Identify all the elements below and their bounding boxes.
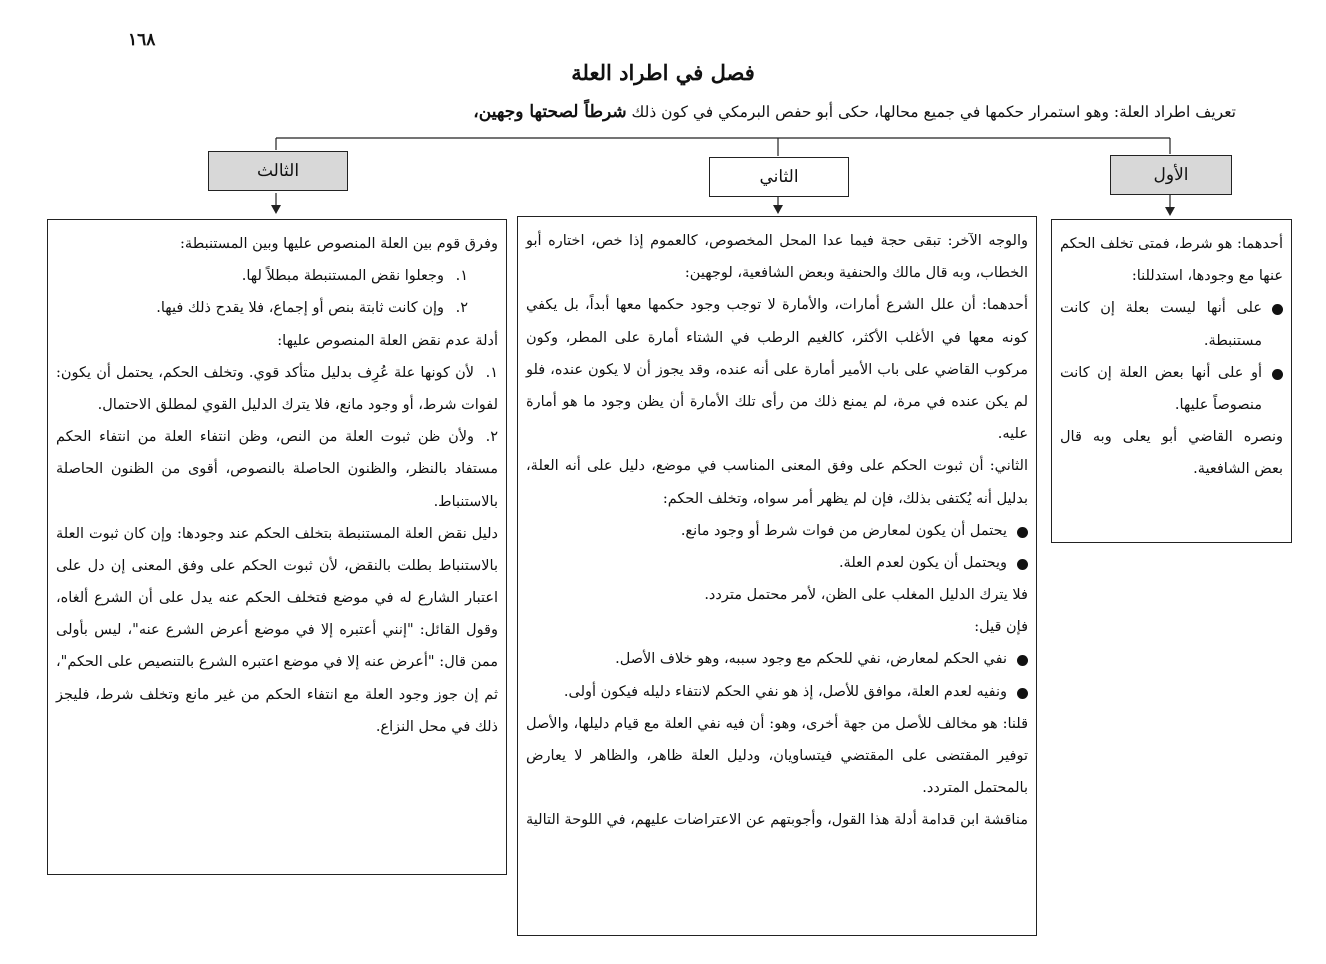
header-third: الثالث	[208, 151, 348, 191]
bullet-icon	[1017, 655, 1028, 666]
item-text: ولأن ظن ثبوت العلة من النص، وظن انتفاء العلة من انتفاء الحكم مستفاد بالنظر، والظنون الحاصلة بالنصوص، أقوى من الظنون الحاصلة بالاستنباط.	[56, 429, 498, 510]
col3-numbered-item	[56, 260, 498, 292]
col2-bullet	[526, 676, 1028, 708]
arrow-second	[773, 205, 783, 214]
header-second: الثاني	[709, 157, 849, 197]
col1-bullet	[1060, 357, 1283, 421]
arrow-third	[271, 205, 281, 214]
col2-paragraph: فإن قيل:	[974, 619, 1028, 636]
col3-paragraph: وفرق قوم بين العلة المنصوص عليها وبين المستنبطة:	[180, 236, 498, 252]
bullet-icon	[1017, 688, 1028, 699]
col2-bullet-text: نفي الحكم لمعارض، نفي للحكم مع وجود سببه، وهو خلاف الأصل.	[615, 651, 1007, 668]
col2-bullet-text: ونفيه لعدم العلة، موافق للأصل، إذ هو نفي الحكم لانتفاء دليله فيكون أولى.	[563, 683, 1007, 700]
col2-paragraph: فلا يترك الدليل المغلب على الظن، لأمر محتمل متردد.	[704, 587, 1028, 604]
col1-paragraph: أحدهما: هو شرط، فمتى تخلف الحكم عنها مع وجودها، استدللنا:	[1060, 236, 1283, 285]
col2-bullet	[526, 643, 1028, 675]
item-text: وإن كانت ثابتة بنص أو إجماع، فلا يقدح ذلك فيها.	[156, 300, 444, 317]
col2-bullet-text: ويحتمل أن يكون لعدم العلة.	[838, 554, 1007, 571]
arrow-first	[1165, 207, 1175, 216]
col1-bullet-text: على أنها ليست بعلة إن كانت مستنبطة.	[1060, 300, 1262, 349]
col2-paragraph: قلنا: هو مخالف للأصل من جهة أخرى، وهو: أن فيه نفي العلة مع قيام دليلها، والأصل توفير المقتضى على المقتضي فيتساويان، ودليل العلة ظاهر، والظاهر لا يعارض بالمحتمل المتردد.	[526, 715, 1028, 797]
col2-paragraph: أحدهما: أن علل الشرع أمارات، والأمارة لا توجب وجود حكمها معها أبداً، بل يكفي كونه معها في الأغلب الأكثر، كالغيم الرطب في الشتاء أمارة على المطر، وكون مركوب القاضي على باب الأمير أمارة على أنه عنده، وقد يجوز أن لا يكون عنده، فلو لم يكن عنده في مرة، لم يمنع ذلك من رأى تلك الأمارة أن يظن وجود ما هو أمارة عليه.	[526, 297, 1028, 443]
intro-text: تعريف اطراد العلة: وهو استمرار حكمها في جميع محالها، حكى أبو حفص البرمكي في كون ذلك	[626, 103, 1236, 121]
col2-paragraph: والوجه الآخر: تبقى حجة فيما عدا المحل المخصوص، كالعموم إذا خص، اختاره أبو الخطاب، وبه قال مالك والحنفية وبعض الشافعية، لوجهين:	[526, 233, 1028, 282]
column-second	[517, 216, 1037, 936]
column-third	[47, 219, 507, 875]
col2-paragraph: الثاني: أن ثبوت الحكم على وفق المعنى المناسب في موضع، دليل على أنه العلة، بدليل أنه يُكتفى بذلك، فإن لم يظهر أمر سواه، وتخلف الحكم:	[526, 458, 1028, 507]
intro-emphasis: شرطاً لصحتها وجهين،	[473, 102, 627, 122]
col2-bullet-text: يحتمل أن يكون لمعارض من فوات شرط أو وجود مانع.	[680, 522, 1007, 539]
item-text: لأن كونها علة عُرِف بدليل متأكد قوي. وتخلف الحكم، يحتمل أن يكون: لفوات شرط، أو وجود مانع، فلا يترك الدليل القوي لمطلق الاحتمال.	[56, 364, 498, 413]
page-title: فصل في اطراد العلة	[571, 60, 755, 85]
col2-paragraph: مناقشة ابن قدامة أدلة هذا القول، وأجوبتهم عن الاعتراضات عليهم، في اللوحة التالية	[526, 812, 1028, 829]
page-number: ١٦٨	[128, 30, 156, 50]
col1-paragraph: ونصره القاضي أبو يعلى وبه قال بعض الشافعية.	[1060, 429, 1283, 478]
col2-bullet	[526, 547, 1028, 579]
item-number: ١.	[485, 364, 498, 381]
col3-numbered-item	[56, 421, 498, 518]
column-first	[1051, 219, 1292, 543]
item-number: ٢.	[485, 429, 498, 446]
bullet-icon	[1272, 369, 1283, 380]
item-number: ١.	[455, 268, 468, 285]
col2-bullet	[526, 515, 1028, 547]
col1-bullet	[1060, 292, 1283, 356]
col3-paragraph: أدلة عدم نقض العلة المنصوص عليها:	[277, 332, 498, 349]
bullet-icon	[1272, 304, 1283, 315]
item-text: وجعلوا نقض المستنبطة مبطلاً لها.	[241, 268, 444, 285]
item-number: ٢.	[455, 300, 468, 317]
bullet-icon	[1017, 527, 1028, 538]
col3-numbered-item	[56, 357, 498, 421]
bullet-icon	[1017, 559, 1028, 570]
col3-paragraph: دليل نقض العلة المستنبطة بتخلف الحكم عند وجودها: وإن كان ثبوت العلة بالاستنباط بطلت بالنقض، لأن ثبوت الحكم على وفق المعنى إن دل على اعتبار الشارع له في موضع فتخلف الحكم عنه يدل على أن الشرع ألغاه، وقول القائل: "إنني أعتبره إلا في موضع أعرض الشرع عنه"، ليس بأولى ممن قال: "أعرض عنه إلا في موضع اعتبره الشرع بالتنصيص على الحكم"، ثم إن جوز وجود العلة مع انتفاء الحكم من غير مانع وتخلف شرط، فليجز ذلك في محل النزاع.	[56, 525, 498, 735]
col3-numbered-item	[56, 292, 498, 324]
col1-bullet-text: أو على أنها بعض العلة إن كانت منصوصاً عليها.	[1060, 364, 1262, 413]
header-first: الأول	[1110, 155, 1232, 195]
